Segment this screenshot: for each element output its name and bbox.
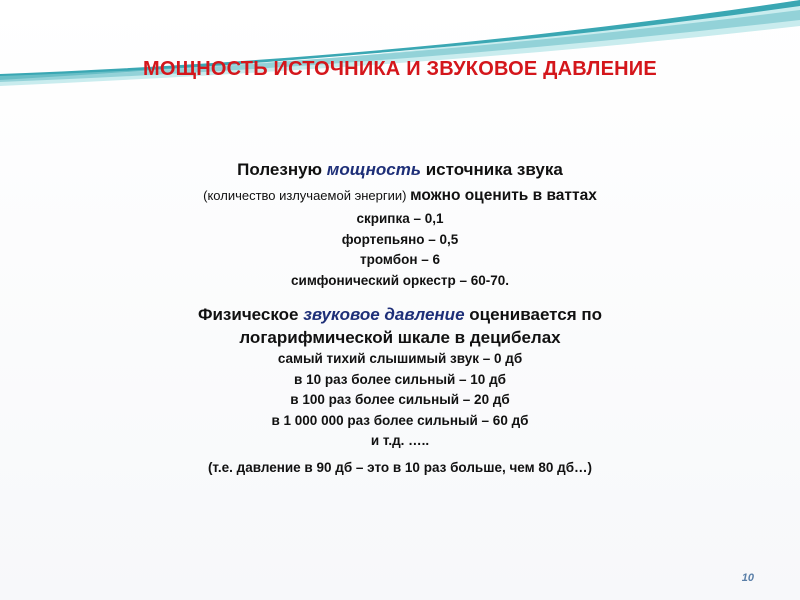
list-item: фортепьяно – 0,5 (341, 231, 459, 247)
list-item: самый тихий слышимый звук – 0 дб (277, 351, 523, 366)
section2-heading (60, 303, 740, 326)
section1-sub-small: (количество излучаемой энергии) (203, 188, 411, 203)
list-item: в 1 000 000 раз более сильный – 60 дб (271, 412, 529, 428)
list-item: в 10 раз более сильный – 10 дб (294, 371, 506, 387)
section2-heading-post: оценивается по (464, 305, 603, 324)
section1-heading-post: источника звука (420, 160, 563, 179)
section1-sub-bold: можно оценить в ваттах (410, 187, 597, 204)
list-item: тромбон – 6 (360, 252, 440, 267)
decorative-wave-swoosh (0, 0, 800, 110)
section1-heading-pre: Полезную (237, 160, 327, 179)
list-item: в 100 раз более сильный – 20 дб (290, 392, 510, 407)
section2-heading-emphasis: звуковое давление (303, 305, 465, 324)
section1-subheading (60, 185, 740, 207)
section2-heading-line2: логарифмической шкале в децибелах (239, 328, 561, 347)
section2-heading-pre: Физическое (197, 305, 304, 324)
list-item: (т.е. давление в 90 дб – это в 10 раз больше, чем 80 дб…) (207, 459, 593, 475)
section1-heading (60, 158, 740, 181)
list-item: скрипка – 0,1 (356, 211, 444, 226)
page-number: 10 (741, 572, 754, 584)
list-item: симфонический оркестр – 60-70. (291, 272, 509, 288)
slide-content (60, 158, 740, 478)
section-gap (60, 291, 740, 303)
section1-heading-emphasis: мощность (326, 160, 421, 179)
slide-title: МОЩНОСТЬ ИСТОЧНИКА И ЗВУКОВОЕ ДАВЛЕНИЕ (143, 58, 657, 80)
list-item: и т.д. ….. (370, 433, 430, 448)
